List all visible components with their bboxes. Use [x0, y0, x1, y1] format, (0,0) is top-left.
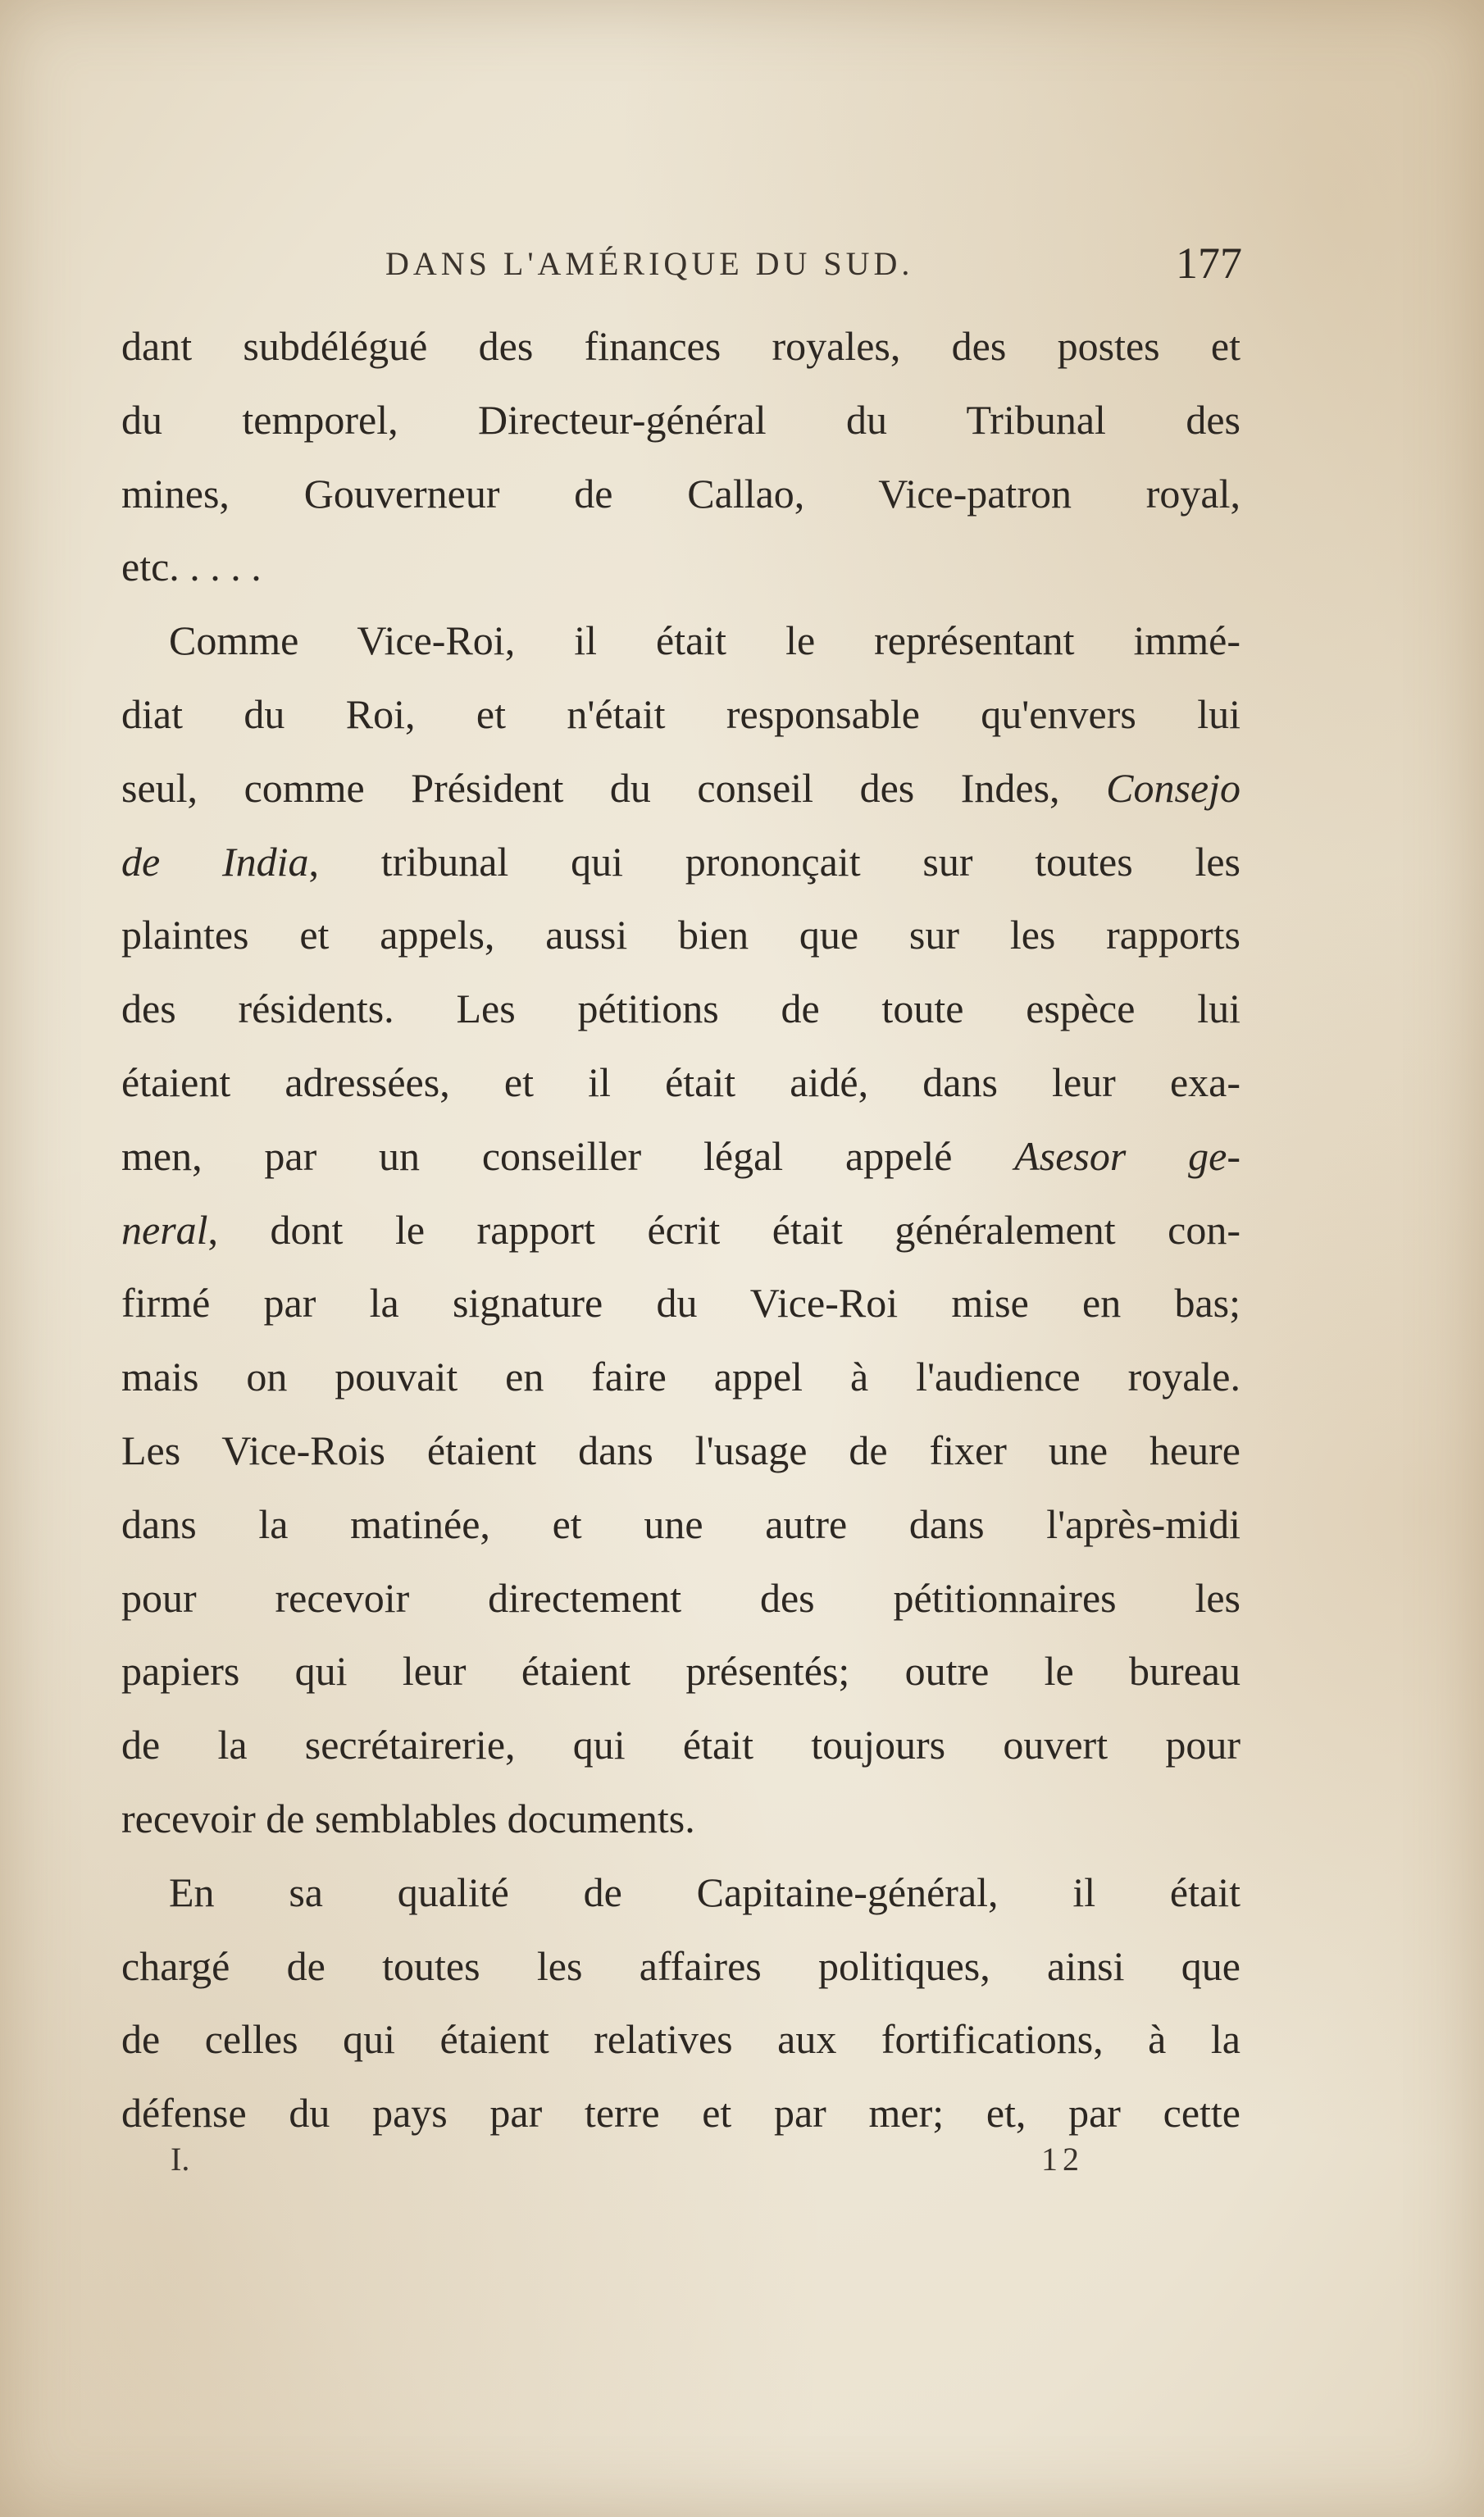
- text-line: étaient adressées, et il était aidé, dans leur exa-: [121, 1058, 1240, 1105]
- text-line: dant subdélégué des finances royales, des postes et: [121, 323, 1240, 369]
- italic-term: neral: [121, 1206, 208, 1253]
- text-line: Comme Vice-Roi, il était le représentant immé-: [169, 617, 1240, 664]
- page-footer: [123, 2140, 1238, 2197]
- signature-mark: I.: [171, 2141, 190, 2178]
- running-head: [123, 238, 1242, 303]
- text-line: chargé de toutes les affaires politiques, ainsi que: [121, 1942, 1240, 1989]
- text-line: mais on pouvait en faire appel à l'audience royale.: [121, 1354, 1240, 1400]
- text-line: papiers qui leur étaient présentés; outre le bureau: [121, 1648, 1240, 1695]
- text-fragment: , dont le rapport écrit était généralement con-: [207, 1206, 1240, 1253]
- text-line: plaintes et appels, aussi bien que sur les rapports: [121, 912, 1240, 958]
- text-fragment: de: [121, 838, 222, 885]
- text-fragment: , tribunal qui prononçait sur toutes les: [308, 838, 1241, 885]
- text-line: de celles qui étaient relatives aux fortifications, à la: [121, 2016, 1240, 2063]
- text-line: recevoir de semblables documents.: [121, 1795, 695, 1841]
- gathering-mark: 12: [1041, 2141, 1084, 2178]
- text-line: défense du pays par terre et par mer; et, par cette: [121, 2090, 1240, 2137]
- text-line: [121, 752, 1240, 826]
- text-fragment: seul, comme Président du conseil des Indes,: [121, 764, 1107, 811]
- text-line: pour recevoir directement des pétitionnaires les: [121, 1574, 1240, 1621]
- italic-term: India: [221, 838, 309, 885]
- italic-term: Consejo: [1106, 764, 1240, 811]
- italic-term: Asesor ge-: [1014, 1132, 1240, 1179]
- text-line: firmé par la signature du Vice-Roi mise en bas;: [121, 1280, 1240, 1327]
- text-line: diat du Roi, et n'était responsable qu'envers lui: [121, 690, 1240, 737]
- text-line: de la secrétairerie, qui était toujours ouvert pour: [121, 1722, 1240, 1768]
- text-line: [121, 1194, 1240, 1268]
- text-line: En sa qualité de Capitaine-général, il était: [169, 1868, 1240, 1915]
- text-line: [121, 826, 1240, 899]
- text-line: mines, Gouverneur de Callao, Vice-patron royal,: [121, 470, 1240, 517]
- text-line: des résidents. Les pétitions de toute espèce lui: [121, 985, 1240, 1032]
- body-text: [121, 310, 1240, 2151]
- text-line: etc. . . . .: [121, 544, 262, 590]
- running-title: DANS L'AMÉRIQUE DU SUD.: [385, 245, 914, 282]
- text-line: dans la matinée, et une autre dans l'après-midi: [121, 1500, 1240, 1547]
- text-line: [121, 1120, 1240, 1194]
- page-number: 177: [1176, 239, 1242, 288]
- text-fragment: men, par un conseiller légal appelé: [121, 1132, 1015, 1179]
- text-line: du temporel, Directeur-général du Tribunal des: [121, 396, 1240, 443]
- text-line: Les Vice-Rois étaient dans l'usage de fixer une heure: [121, 1427, 1240, 1473]
